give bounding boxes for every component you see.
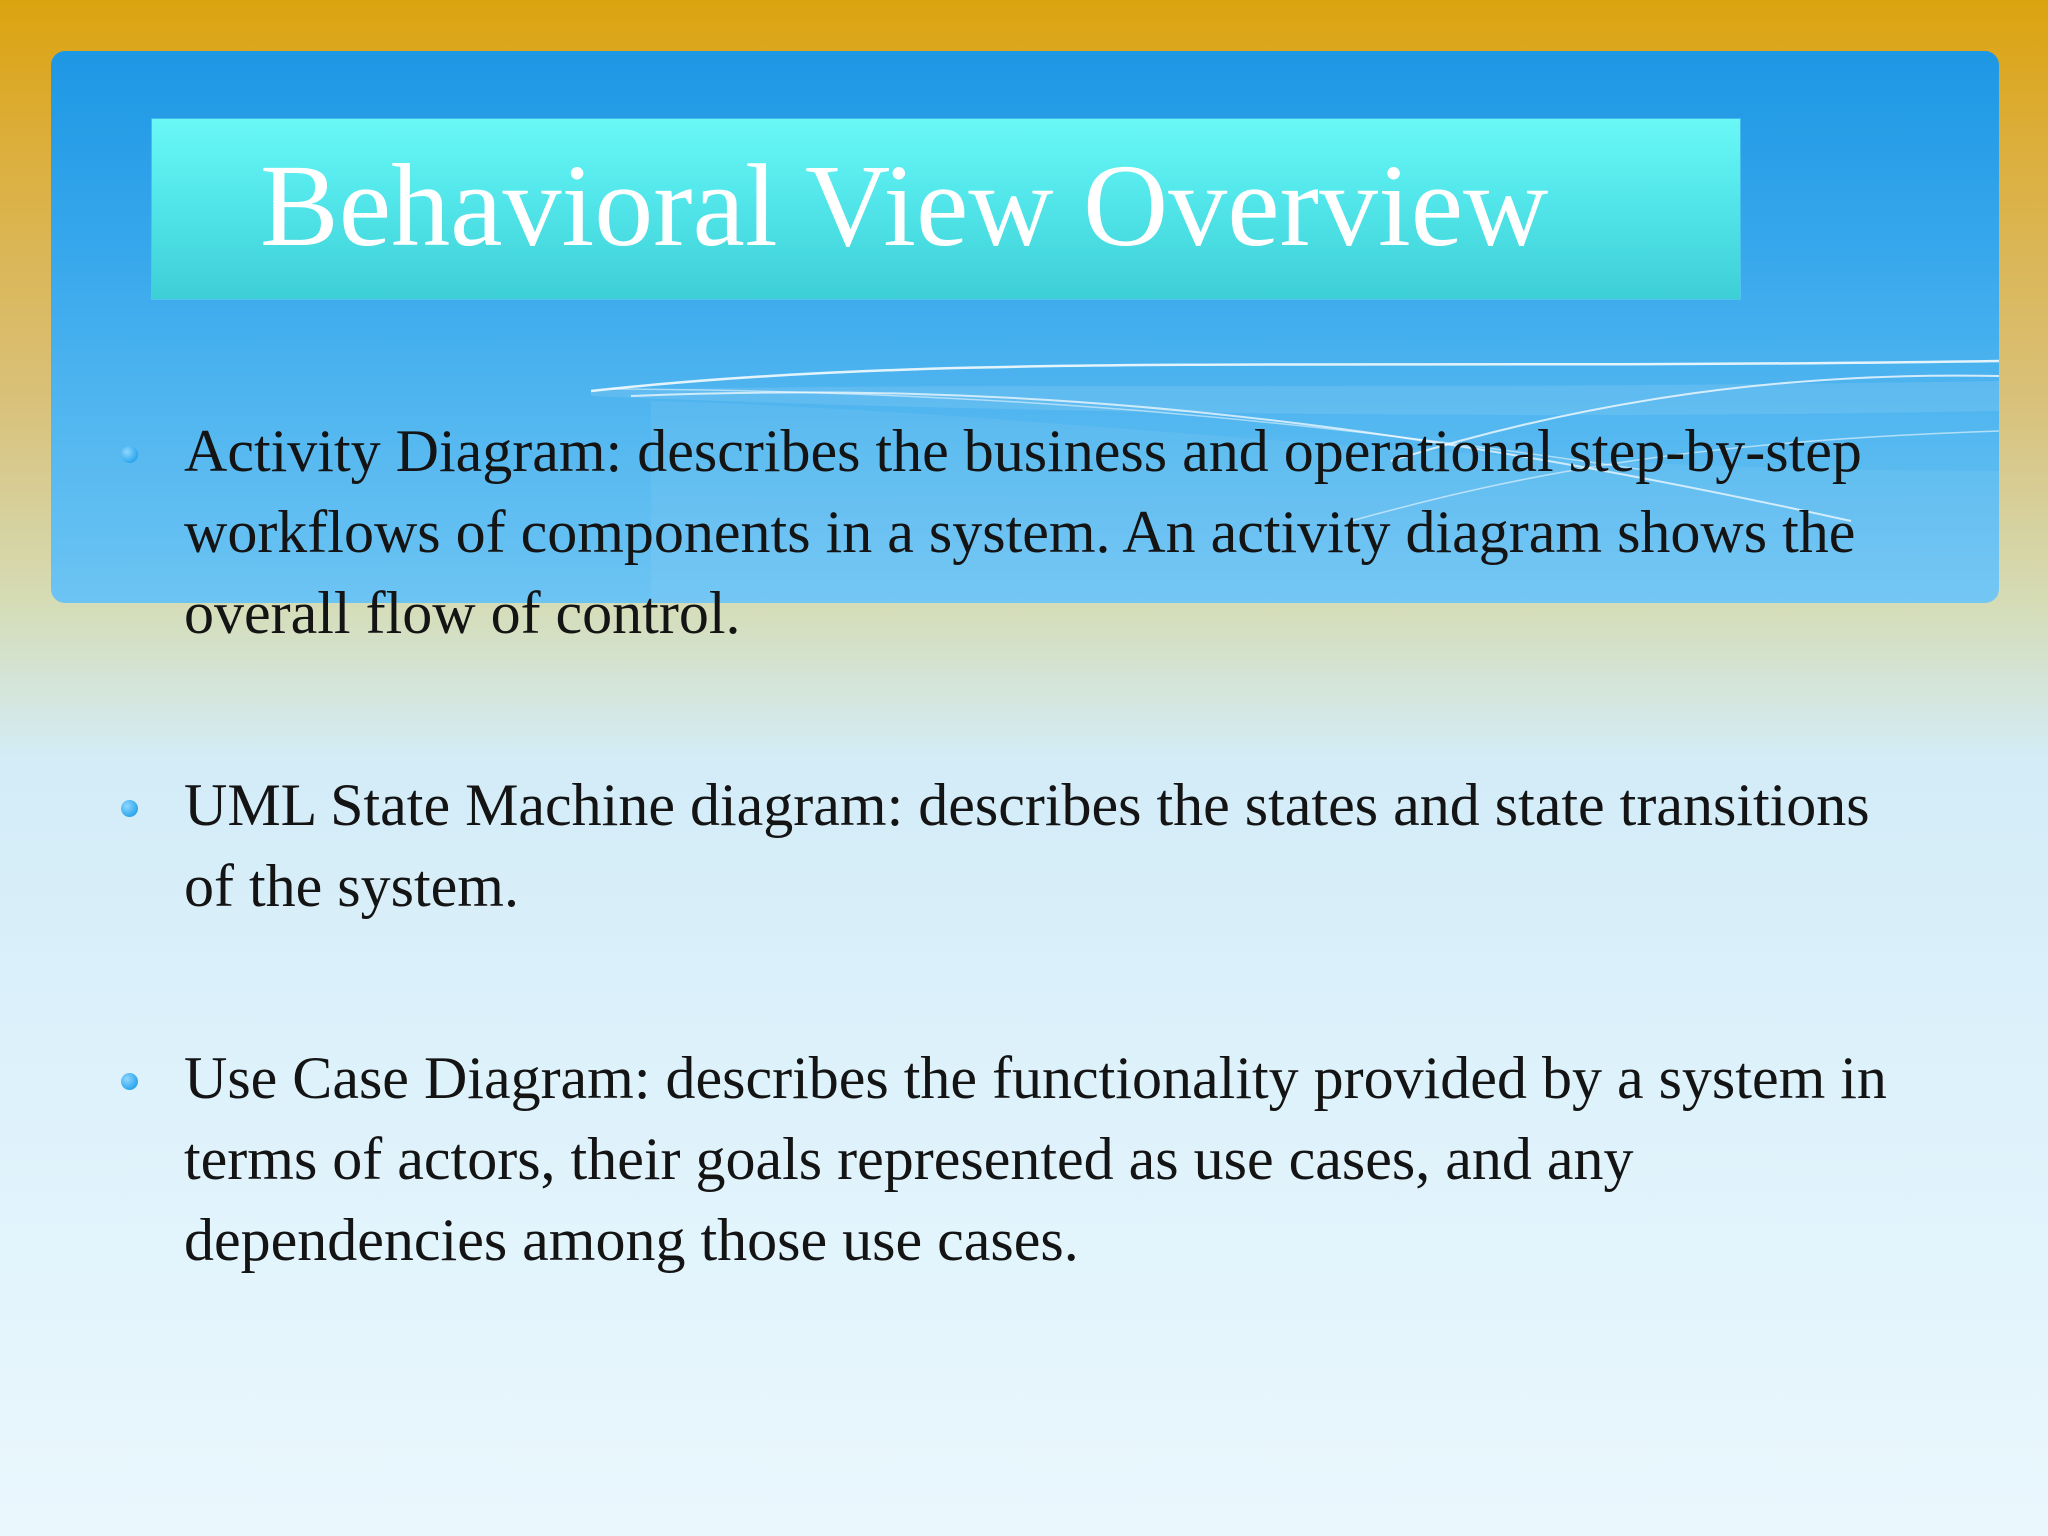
bullet-dot-icon [121,800,138,817]
bullet-dot-icon [121,1073,138,1090]
bullet-text: Use Case Diagram: describes the functionality provided by a system in terms of actors, their goals represented as use cases, and any dependencies among those use cases. [184,1045,1887,1273]
bullet-item-state-machine-diagram [184,765,1904,927]
slide-title: Behavioral View Overview [260,140,1549,271]
bullet-item-use-case-diagram [184,1038,1904,1281]
bullet-text: UML State Machine diagram: describes the states and state transitions of the system. [184,772,1870,919]
bullet-text: Activity Diagram: describes the business and operational step-by-step workflows of components in a system. An activity diagram shows the overall flow of control. [184,418,1862,646]
bullet-dot-icon [121,446,138,463]
bullet-item-activity-diagram [184,411,1904,654]
